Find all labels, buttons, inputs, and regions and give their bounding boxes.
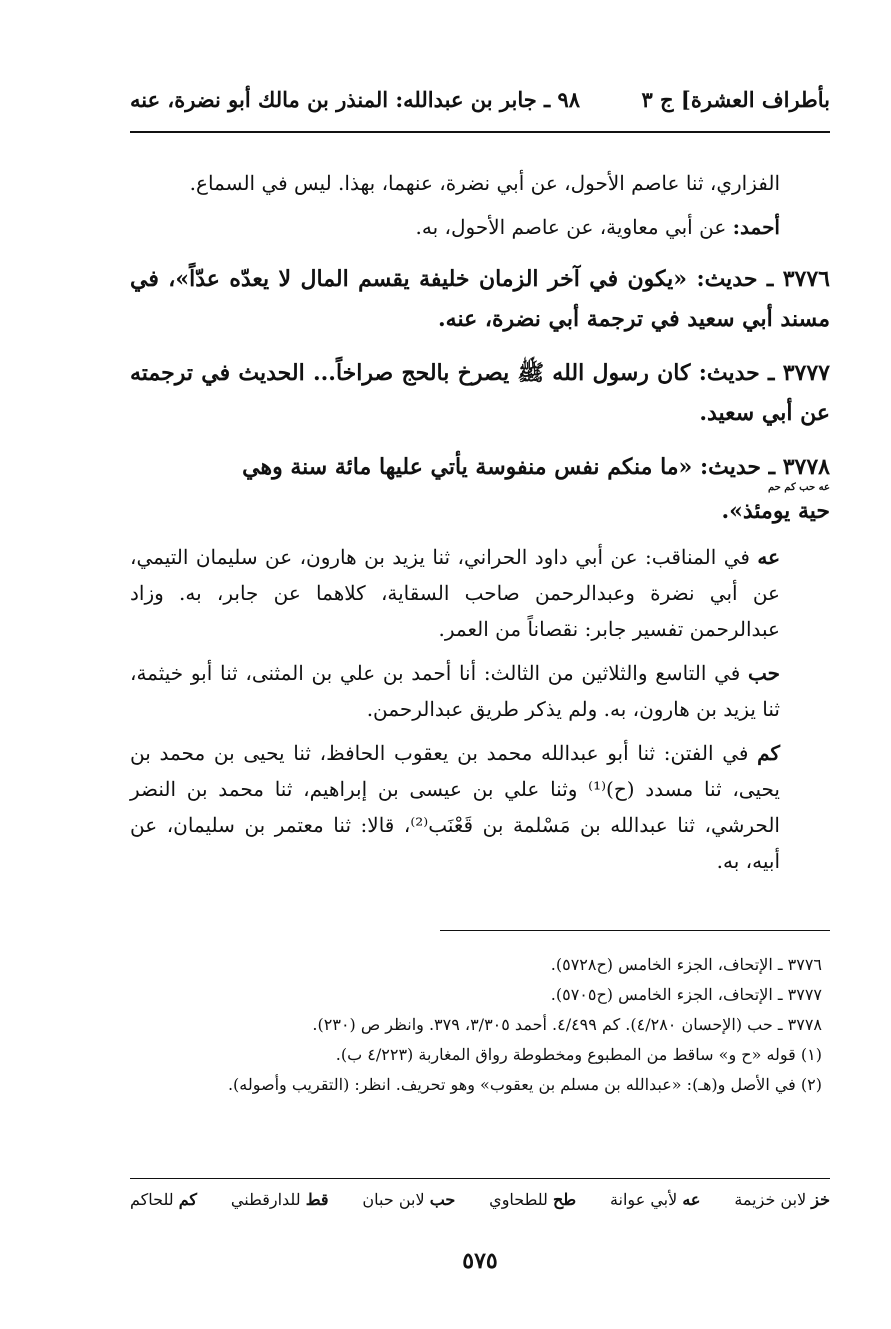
abbreviations-legend xyxy=(130,1190,830,1209)
paragraph-ahmad xyxy=(130,209,830,245)
abbrev-item xyxy=(610,1190,701,1209)
paragraph-continuation: الفزاري، ثنا عاصم الأحول، عن أبي نضرة، عنهما، بهذا. ليس في السماع. xyxy=(189,171,780,195)
hadith-3778-sources: عه حب كم حم xyxy=(767,482,830,493)
paragraph-abu-awana-text: في المناقب: عن أبي داود الحراني، ثنا يزيد بن هارون، عن سليمان التيمي، عن أبي نضرة وعبدالرحمن صاحب السقاية، كلاهما عن جابر، به. وزاد عبدالرحمن تفسير جابر: نقصاناً من العمر. xyxy=(130,545,780,641)
sigla-ibn-hibban: حب xyxy=(747,661,780,685)
abbrev-item xyxy=(734,1190,830,1209)
main-text xyxy=(130,165,830,887)
hadith-number-3778: ٣٧٧٨ xyxy=(782,454,830,480)
footnotes xyxy=(130,950,830,1100)
hadith-number-3776: ٣٧٧٦ xyxy=(782,266,830,292)
abbrev-code: عه xyxy=(682,1190,701,1209)
paragraph-ibn-hibban xyxy=(130,655,830,727)
page-number: ٥٧٥ xyxy=(462,1248,498,1274)
paragraph-ahmad-text: عن أبي معاوية، عن عاصم الأحول، به. xyxy=(415,215,733,239)
footnote-3778: ٣٧٧٨ ـ حب (الإحسان ٤/٢٨٠). كم ٤/٤٩٩. أحمد ٣/٣٠٥، ٣٧٩. وانظر ص (٢٣٠). xyxy=(312,1015,822,1034)
hadith-text-3776: ـ حديث: «يكون في آخر الزمان خليفة يقسم المال لا يعدّه عدّاً»، في مسند أبي سعيد في ترجمة أبي نضرة، عنه. xyxy=(130,266,830,332)
footnote-3776: ٣٧٧٦ ـ الإتحاف، الجزء الخامس (ح٥٧٢٨). xyxy=(550,955,822,974)
paragraph-abu-awana xyxy=(130,539,830,647)
paragraph-ibn-hibban-text: في التاسع والثلاثين من الثالث: أنا أحمد بن علي بن المثنى، ثنا أبو خيثمة، ثنا يزيد بن هارون، به. ولم يذكر طريق عبدالرحمن. xyxy=(130,661,780,721)
abbrev-code: طح xyxy=(553,1190,577,1209)
hadith-3777 xyxy=(130,353,830,433)
hadith-text-3778: ـ حديث: «ما منكم نفس منفوسة يأتي عليها مائة سنة وهي xyxy=(242,454,783,480)
abbrev-code: حب xyxy=(429,1190,456,1209)
header-volume: بأطراف العشرة] ج ٣ xyxy=(641,86,830,112)
abbrev-item xyxy=(231,1190,329,1209)
abbrev-code: كم xyxy=(178,1190,198,1209)
abbrev-name: لابن خزيمة xyxy=(734,1190,807,1209)
footnote-3777: ٣٧٧٧ ـ الإتحاف، الجزء الخامس (ح٥٧٠٥). xyxy=(550,985,822,1004)
hadith-text-3777: ـ حديث: كان رسول الله ﷺ يصرخ بالحج صراخاً... الحديث في ترجمته عن أبي سعيد. xyxy=(130,360,830,426)
hadith-text-3778-end: حية يومئذ». xyxy=(721,498,830,524)
header-chapter: ٩٨ ـ جابر بن عبدالله: المنذر بن مالك أبو نضرة، عنه xyxy=(130,86,581,112)
abbreviations-rule xyxy=(130,1178,830,1179)
header-rule xyxy=(130,131,830,133)
abbrev-item xyxy=(362,1190,455,1209)
footnote-2: (٢) في الأصل و(هـ): «عبدالله بن مسلم بن يعقوب» وهو تحريف. انظر: (التقريب وأصوله). xyxy=(227,1075,822,1094)
abbrev-name: للحاكم xyxy=(130,1190,174,1209)
abbrev-code: قط xyxy=(305,1190,329,1209)
sigla-abu-awana: عه xyxy=(757,545,780,569)
abbrev-item xyxy=(130,1190,197,1209)
sigla-ahmad: أحمد: xyxy=(732,215,780,239)
abbrev-name: للدارقطني xyxy=(230,1190,301,1209)
footnote-rule xyxy=(440,930,830,931)
footnote-1: (١) قوله «ح و» ساقط من المطبوع ومخطوطة رواق المغاربة (٤/٢٢٣ ب). xyxy=(335,1045,822,1064)
hadith-3776 xyxy=(130,259,830,339)
sigla-hakim: كم xyxy=(757,741,780,765)
abbrev-item xyxy=(489,1190,576,1209)
abbrev-name: للطحاوي xyxy=(489,1190,548,1209)
paragraph-hakim-text: في الفتن: ثنا أبو عبدالله محمد بن يعقوب الحافظ، ثنا يحيى بن محمد بن يحيى، ثنا مسدد (ح)⁽¹⁾ وثنا علي بن عيسى بن إبراهيم، ثنا محمد بن النضر الحرشي، ثنا عبدالله بن مَسْلمة بن قَعْنَب⁽²⁾، قالا: ثنا معتمر بن سليمان، عن أبيه، به. xyxy=(130,741,780,873)
hadith-number-3777: ٣٧٧٧ xyxy=(782,360,830,386)
abbrev-name: لابن حبان xyxy=(362,1190,425,1209)
abbrev-code: خز xyxy=(811,1190,830,1209)
running-header xyxy=(130,82,830,116)
abbrev-name: لأبي عوانة xyxy=(609,1190,678,1209)
paragraph-hakim xyxy=(130,735,830,879)
hadith-3778 xyxy=(130,447,830,531)
